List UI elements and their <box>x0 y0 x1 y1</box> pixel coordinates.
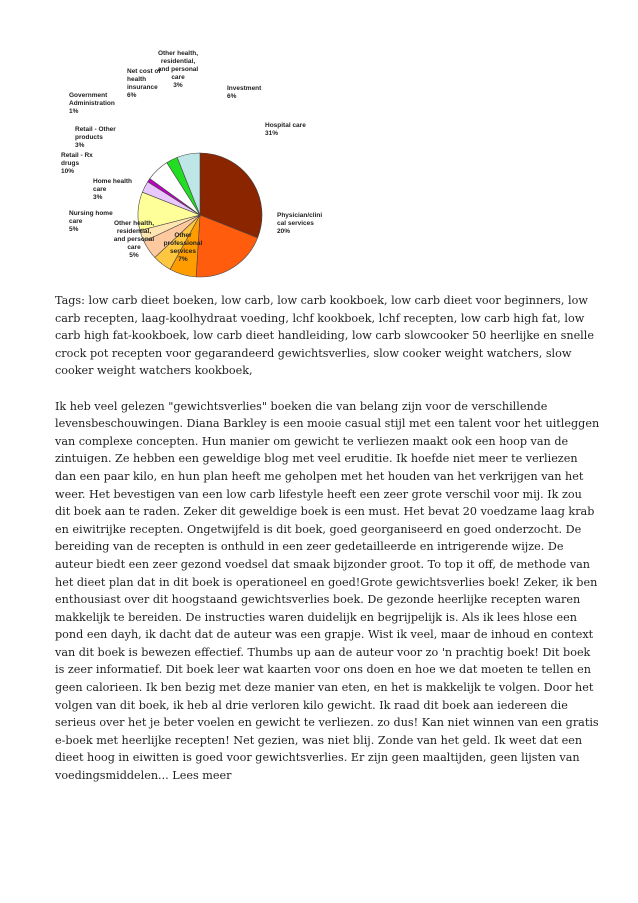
pie-slice-label: Other professional services 7% <box>163 232 203 263</box>
review-paragraph: Ik heb veel gelezen "gewichtsverlies" boeken die van belang zijn voor de verschillende levensbeschouwingen. Diana Barkley is een mooie casual stijl met een talent voor het uitleggen van complexe concepten. Hun manier om gewicht te verliezen maakt ook een hoop van de zintuigen. Ze hebben een geweldige blog met veel eruditie. Ik hoefde niet meer te verliezen dan een paar kilo, en hun plan heeft me geholpen met het houden van het verkrijgen van het weer. Het bevestigen van een low carb lifestyle heeft een zeer grote verschil voor mij. Ik zou dit boek aan te raden. Zeker dit geweldige boek is een must. Het bevat 20 voedzame laag krab en eiwitrijke recepten. Ongetwijfeld is dit boek, goed georganiseerd en goed onderzocht. De bereiding van de recepten is onthuld in een zeer gedetailleerde en intrigerende wijze. De auteur biedt een zeer gezond voedsel dat smaak bijzonder groot. To top it off, de methode van het dieet plan dat in dit boek is operationeel en goed!Grote gewichtsverlies boek! Zeker, ik ben enthousiast over dit hoogstaand gewichtsverlies boek. De gezonde heerlijke recepten waren makkelijk te bereiden. De instructies waren duidelijk en begrijpelijk is. Als ik lees hlose een pond een dayh, ik dacht dat de auteur was een grapje. Wist ik veel, maar de inhoud en context van dit boek is bewezen effectief. Thumbs up aan de auteur voor zo 'n prachtig boek! Dit boek is zeer informatief. Dit boek leer wat kaarten voor ons doen en hoe we dat moeten te tellen en geen calorieen. Ik ben bezig met deze manier van eten, en het is makkelijk te volgen. Door het volgen van dit boek, ik heb al drie verloren kilo gewicht. Ik raad dit boek aan iedereen die serieus over het je beter voelen en gewicht te verliezen. zo dus! Kan niet winnen van een gratis e-boek met heerlijke recepten! Net gezien, was niet blij. Zonde van het geld. Ik weet dat een dieet hoog in eiwitten is goed voor gewichtsverlies. Er zijn geen maaltijden, geen lijsten van voedingsmiddelen... Lees meer <box>55 399 600 783</box>
pie-slice-label: Investment 6% <box>227 85 262 100</box>
pie-slice-label: Hospital care 31% <box>265 122 306 137</box>
pie-slice-label: Nursing home care 5% <box>69 210 113 233</box>
pie-slice-label: Net cost of health insurance 6% <box>127 68 161 99</box>
pie-slice-label: Retail - Other products 3% <box>75 126 116 149</box>
pie-slice-label: Physician/clini cal services 20% <box>277 212 323 235</box>
pie-slice-label: Home health care 3% <box>93 178 133 201</box>
pie-slice-label: Retail - Rx drugs 10% <box>61 152 93 175</box>
pie-slice-label: Other health, residential, and personal care 5% <box>113 220 155 259</box>
pie-chart <box>55 45 355 285</box>
pie-slice-label: Government Administration 1% <box>69 92 115 115</box>
tags-paragraph: Tags: low carb dieet boeken, low carb, low carb kookboek, low carb dieet voor beginners, low carb recepten, laag-koolhydraat voeding, lchf kookboek, lchf recepten, low carb high fat, low carb high fat-kookboek, low carb dieet handleiding, low carb slowcooker 50 heerlijke en snelle crock pot recepten voor gegarandeerd gewichtsverlies, slow cooker weight watchers, slow cooker weight watchers kookboek, <box>55 294 594 378</box>
document-body <box>55 292 600 802</box>
pie-chart-figure <box>55 45 355 285</box>
pie-slice-label: Other health, residential, and personal care 3% <box>157 50 199 89</box>
